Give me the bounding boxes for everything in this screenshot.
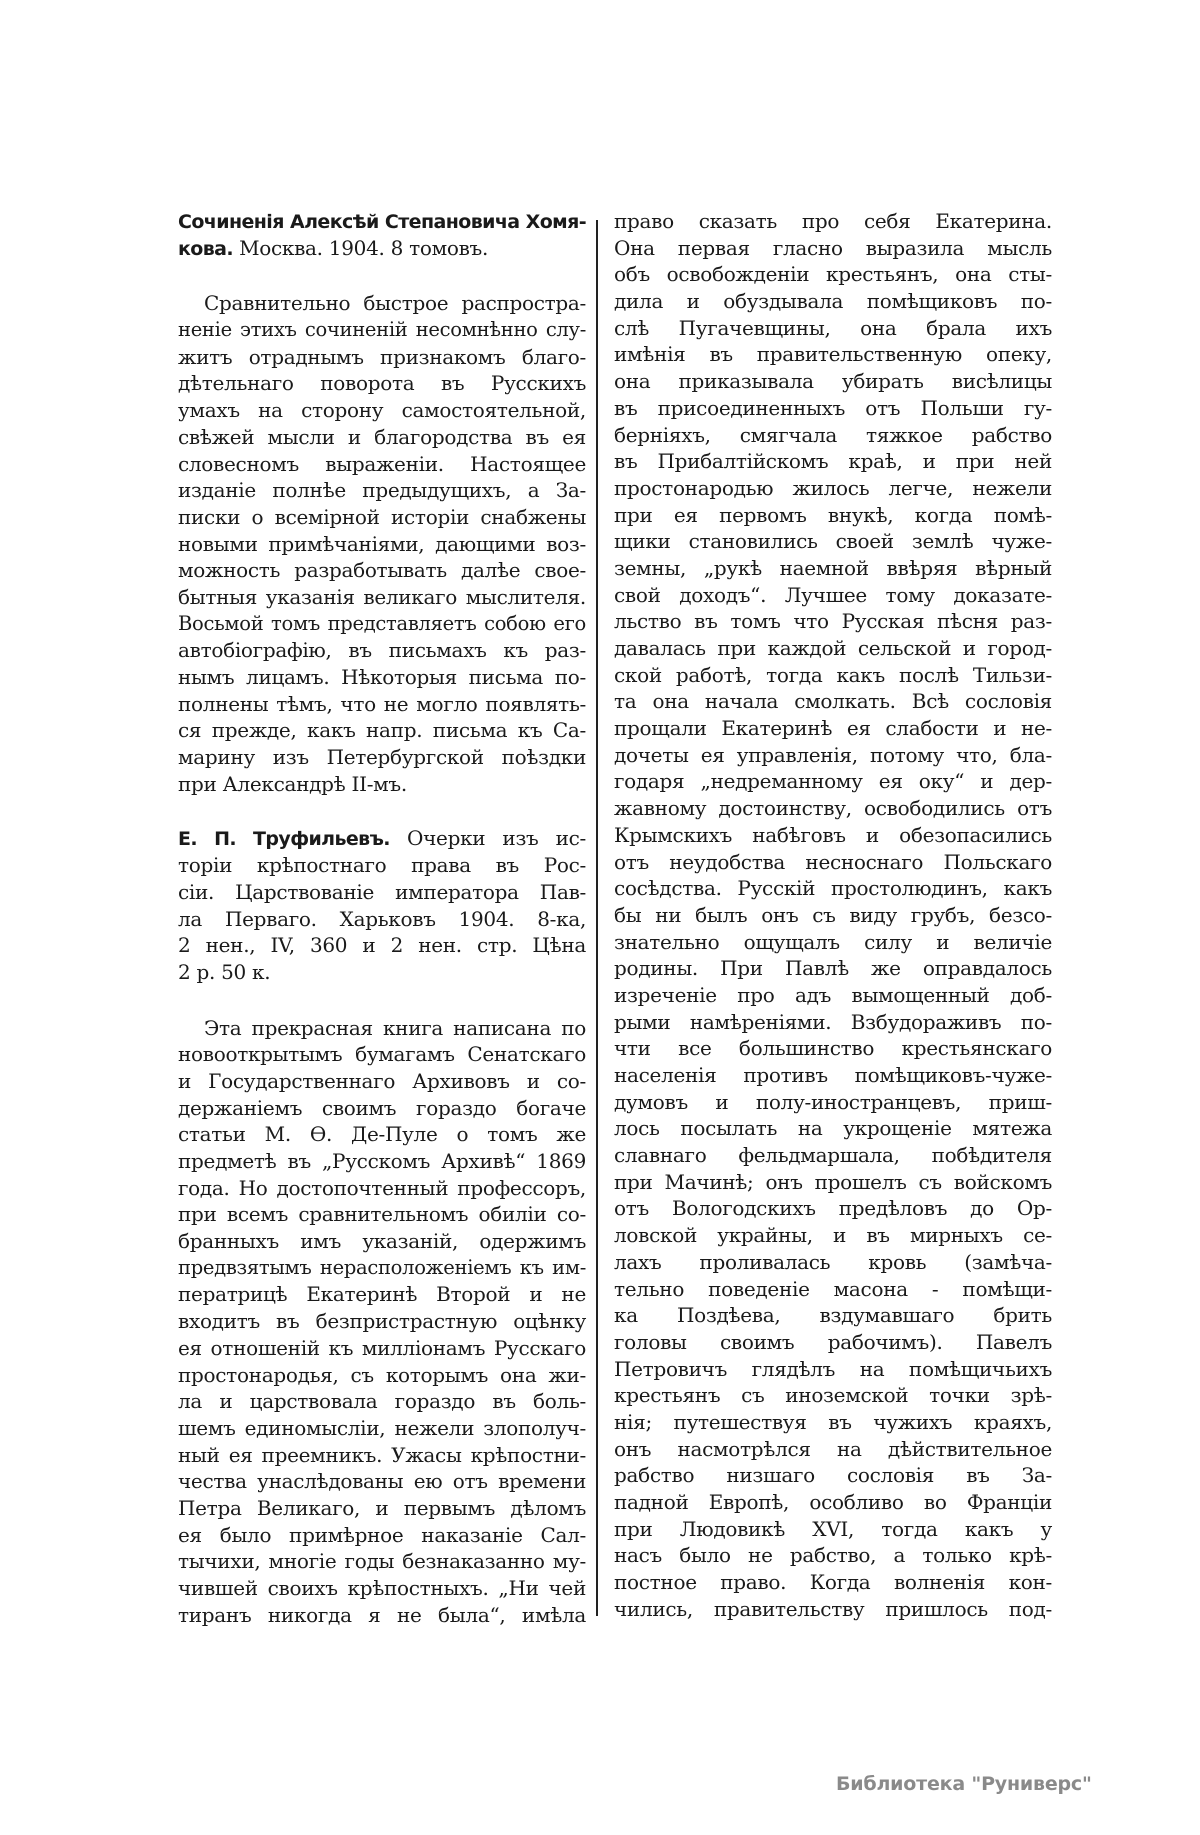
text-line: 2 нен., IV, 360 и 2 нен. стр. Цѣна <box>178 933 586 958</box>
review-trufilyev <box>178 825 586 1628</box>
review-body <box>178 290 586 797</box>
text-line: чти все большинство крестьянскаго <box>614 1036 1052 1061</box>
text-line: торіи крѣпостнаго права въ Рос- <box>178 853 586 878</box>
review-khomyakov <box>178 208 586 797</box>
text-line: онъ насмотрѣлся на дѣйствительное <box>614 1436 1052 1461</box>
text-line: нымъ лицамъ. Нѣкоторыя письма по- <box>178 665 586 689</box>
text-line: шемъ единомысліи, нежели злополуч- <box>178 1415 586 1440</box>
text-line: предвзятымъ нерасположеніемъ къ им- <box>178 1255 586 1279</box>
text-line: и Государственнаго Архивовъ и со- <box>178 1068 586 1093</box>
text-line: рыми намѣреніями. Взбудораживъ по- <box>614 1009 1052 1034</box>
text-line: держаніемъ своимъ гораздо богаче <box>178 1095 586 1120</box>
text-line: Эта прекрасная книга написана по <box>204 1015 586 1040</box>
text-line: марину изъ Петербургской поѣздки <box>178 745 586 770</box>
text-line: сіи. Царствованіе императора Пав- <box>178 879 586 904</box>
text-line: бранныхъ имъ указаній, одержимъ <box>178 1229 586 1254</box>
library-watermark: Библиотека "Руниверс" <box>836 1773 1092 1795</box>
text-line: въ Прибалтійскомъ краѣ, и при ней <box>614 449 1052 474</box>
text-line: чившей своихъ крѣпостныхъ. „Ни чей <box>178 1576 586 1600</box>
text-line: насъ было не рабство, а только крѣ- <box>614 1543 1052 1568</box>
text-line: родины. При Павлѣ же оправдалось <box>614 956 1052 981</box>
text-line: ловской украйны, и въ мирныхъ се- <box>614 1223 1052 1248</box>
text-line: ка Поздѣева, вздумавшаго брить <box>614 1303 1052 1328</box>
text-line: автобіографію, въ письмахъ къ раз- <box>178 638 586 663</box>
right-column <box>614 208 1052 1622</box>
text-line: при Людовикѣ XVI, тогда какъ у <box>614 1516 1052 1541</box>
text-line: предметѣ въ „Русскомъ Архивѣ“ 1869 <box>178 1149 586 1173</box>
text-line: населенія противъ помѣщиковъ-чуже- <box>614 1063 1052 1087</box>
text-line: падной Европѣ, особливо во Франціи <box>614 1490 1052 1514</box>
review-title-line2 <box>178 235 586 262</box>
text-line: ея было примѣрное наказаніе Сал- <box>178 1522 586 1547</box>
text-line: слѣ Пугачевщины, она брала ихъ <box>614 315 1052 340</box>
text-line: свѣжей мысли и благородства въ ея <box>178 424 586 449</box>
text-line: можность разработывать далѣе свое- <box>178 558 586 583</box>
text-line: славнаго фельдмаршала, побѣдителя <box>614 1143 1052 1168</box>
text-line: при Мачинѣ; онъ прошелъ съ войскомъ <box>614 1169 1052 1194</box>
text-line: при ея первомъ внукѣ, когда помѣ- <box>614 502 1052 527</box>
text-line: новыми примѣчаніями, дающими воз- <box>178 531 586 556</box>
text-line: отъ Вологодскихъ предѣловъ до Ор- <box>614 1196 1052 1221</box>
review-title-line1 <box>178 208 586 235</box>
text-line: новооткрытымъ бумагамъ Сенатскаго <box>178 1042 586 1067</box>
text-line: житъ отраднымъ признакомъ благо- <box>178 344 586 369</box>
text-line: простонародью жилось легче, нежели <box>614 475 1052 500</box>
text-line: тиранъ никогда я не была“, имѣла <box>178 1602 586 1627</box>
review-title-end: кова. <box>178 237 234 260</box>
text-line: при всемъ сравнительномъ обиліи со- <box>178 1202 586 1227</box>
text-line: земны, „рукѣ наемной ввѣряя вѣрный <box>614 555 1052 580</box>
text-line: Восьмой томъ представляетъ собою его <box>178 611 586 635</box>
review-heading-rest: Очерки изъ ис- <box>389 826 586 851</box>
text-line: 2 р. 50 к. <box>178 959 271 984</box>
review-title: Сочиненія Алексѣй Степановича Хомя- <box>178 211 586 233</box>
text-line: Крымскихъ набѣговъ и обезопасились <box>614 822 1052 847</box>
left-column <box>178 208 586 1628</box>
text-line: тычихи, многіе годы безнаказанно му- <box>178 1549 586 1574</box>
text-line: чились, правительству пришлось под- <box>614 1596 1052 1621</box>
text-line: крестьянъ съ иноземской точки зрѣ- <box>614 1383 1052 1408</box>
text-line: льство въ томъ что Русская пѣсня раз- <box>614 609 1052 634</box>
text-line: она приказывала убирать висѣлицы <box>614 369 1052 394</box>
text-line: давалась при каждой сельской и город- <box>614 636 1052 660</box>
text-line: при Александрѣ II-мъ. <box>178 771 407 796</box>
text-line: постное право. Когда волненія кон- <box>614 1570 1052 1595</box>
text-line: умахъ на сторону самостоятельной, <box>178 398 586 423</box>
text-line: сосѣдства. Русскій простолюдинъ, какъ <box>614 876 1052 901</box>
text-line: Петровичъ глядѣлъ на помѣщичьихъ <box>614 1356 1052 1381</box>
text-line: Петра Великаго, и первымъ дѣломъ <box>178 1495 586 1520</box>
text-line: въ присоединенныхъ отъ Польши гу- <box>614 395 1052 420</box>
text-line: входитъ въ безпристрастную оцѣнку <box>178 1309 586 1334</box>
column-rule <box>596 220 598 1616</box>
text-line: ператрицѣ Екатеринѣ Второй и не <box>178 1282 586 1307</box>
review-imprint: Москва. 1904. 8 томовъ. <box>233 235 489 260</box>
review-heading <box>178 852 586 985</box>
text-line: писки о всемірной исторіи снабжены <box>178 504 586 529</box>
text-line: словесномъ выраженіи. Настоящее <box>178 451 586 476</box>
continued-text <box>614 208 1052 1622</box>
text-line: изданіе полнѣе предыдущихъ, а За- <box>178 478 586 503</box>
text-line: изреченіе про адъ вымощенный доб- <box>614 982 1052 1007</box>
text-line: ла и царствовала гораздо въ боль- <box>178 1389 586 1414</box>
text-line: ла Перваго. Харьковъ 1904. 8-ка, <box>178 906 586 931</box>
text-line: неніе этихъ сочиненій несомнѣнно слу- <box>178 318 586 342</box>
text-line: ской работѣ, тогда какъ послѣ Тильзи- <box>614 662 1052 687</box>
text-line: лахъ проливалась кровь (замѣча- <box>614 1249 1052 1274</box>
text-line: ся прежде, какъ напр. письма къ Са- <box>178 718 586 743</box>
text-line: головы своимъ рабочимъ). Павелъ <box>614 1329 1052 1354</box>
review-heading-line1 <box>178 825 586 852</box>
text-line: статьи М. Ѳ. Де-Пуле о томъ же <box>178 1122 586 1147</box>
text-line: жавному достоинству, освободились отъ <box>614 796 1052 821</box>
text-line: дочеты ея управленія, потому что, бла- <box>614 742 1052 767</box>
text-line: простонародья, съ которымъ она жи- <box>178 1362 586 1387</box>
text-line: полнены тѣмъ, что не могло появлять- <box>178 691 586 716</box>
text-line: ея отношеній къ милліонамъ Русскаго <box>178 1335 586 1360</box>
text-line: та она начала смолкать. Всѣ сословія <box>614 689 1052 714</box>
text-line: года. Но достопочтенный профессоръ, <box>178 1175 586 1200</box>
text-line: свой доходъ“. Лучшее тому доказате- <box>614 582 1052 607</box>
text-line: рабство низшаго сословія въ За- <box>614 1463 1052 1488</box>
text-line: отъ неудобства несноснаго Польскаго <box>614 849 1052 874</box>
review-author: Е. П. Труфильевъ. <box>178 828 390 851</box>
text-line: дѣтельнаго поворота въ Русскихъ <box>178 371 586 396</box>
text-line: щики становились своей землѣ чуже- <box>614 529 1052 554</box>
text-line: имѣнія въ правительственную опеку, <box>614 342 1052 367</box>
text-line: думовъ и полу-иностранцевъ, приш- <box>614 1089 1052 1114</box>
text-line: право сказать про себя Екатерина. <box>614 209 1052 233</box>
text-line: дила и обуздывала помѣщиковъ по- <box>614 289 1052 314</box>
text-line: нія; путешествуя въ чужихъ краяхъ, <box>614 1409 1052 1434</box>
text-line: Она первая гласно выразила мысль <box>614 235 1052 260</box>
text-line: чества унаслѣдованы ею отъ времени <box>178 1469 586 1494</box>
text-line: тельно поведеніе масона - помѣщи- <box>614 1276 1052 1301</box>
text-line: годаря „недреманному ея оку“ и дер- <box>614 769 1052 794</box>
text-line: Сравнительно быстрое распростра- <box>204 291 586 316</box>
text-line: знательно ощущалъ силу и величіе <box>614 929 1052 954</box>
text-line: бытныя указанія великаго мыслителя. <box>178 584 586 609</box>
text-line: бы ни былъ онъ съ виду грубъ, безсо- <box>614 902 1052 927</box>
text-line: прощали Екатеринѣ ея слабости и не- <box>614 716 1052 741</box>
text-line: лось посылать на укрощеніе мятежа <box>614 1116 1052 1141</box>
text-line: ный ея преемникъ. Ужасы крѣпостни- <box>178 1442 586 1467</box>
text-line: берніяхъ, смягчала тяжкое рабство <box>614 422 1052 447</box>
review-body <box>178 1015 586 1629</box>
text-line: объ освобожденіи крестьянъ, она сты- <box>614 262 1052 287</box>
